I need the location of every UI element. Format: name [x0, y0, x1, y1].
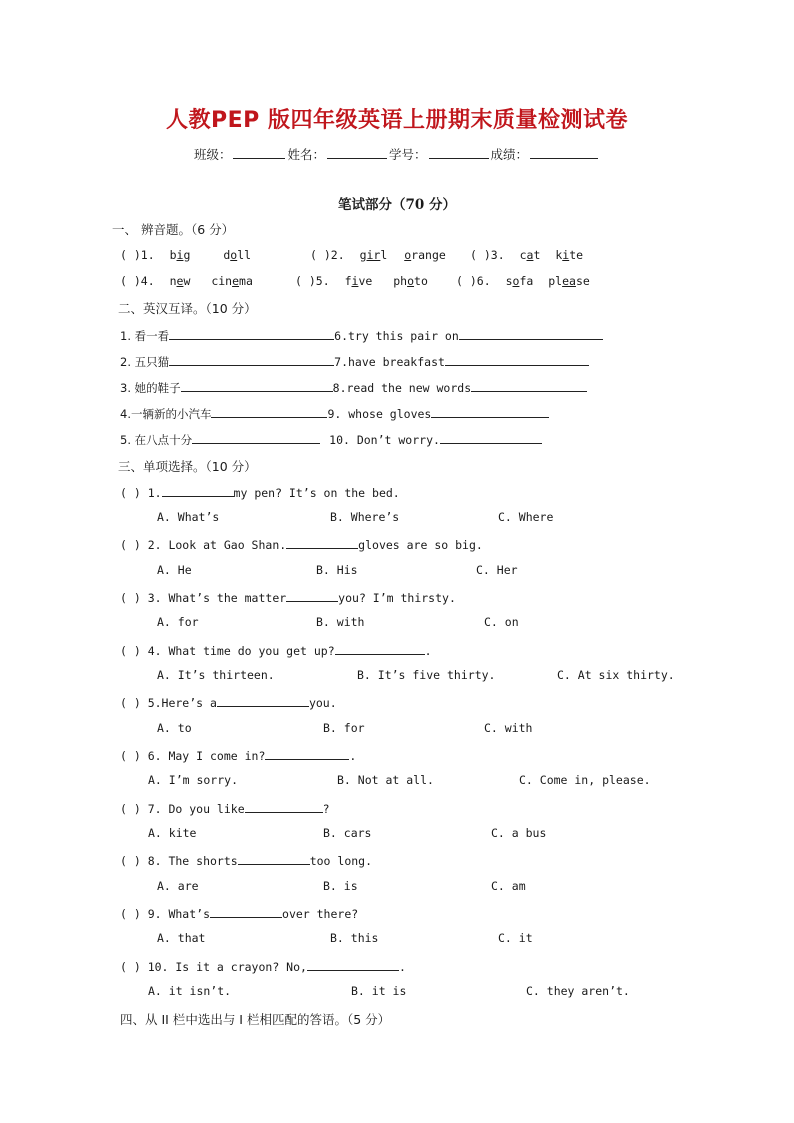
option-a[interactable]: A. for	[157, 615, 199, 629]
item-number: ( )6.	[456, 274, 491, 288]
answer-blank[interactable]	[286, 589, 338, 602]
word-2: kite	[555, 248, 584, 262]
phonics-item	[120, 274, 253, 288]
word-2: doll	[223, 248, 252, 262]
answer-blank[interactable]	[211, 405, 327, 418]
score-label: 成绩：	[490, 147, 529, 162]
option-a[interactable]: A. that	[157, 931, 206, 945]
word-1: big	[169, 248, 191, 262]
question: ( ) 2. Look at Gao Shan. gloves are so big.	[120, 538, 483, 552]
item-number: ( )4.	[120, 274, 155, 288]
question: ( ) 10. Is it a crayon? No, .	[120, 960, 406, 974]
option-c[interactable]: C. Her	[476, 563, 518, 577]
answer-blank[interactable]	[245, 800, 323, 813]
answer-blank[interactable]	[162, 484, 234, 497]
option-c[interactable]: C. At six thirty.	[557, 668, 675, 682]
item-number: ( )2.	[310, 248, 345, 262]
question: ( ) 7. Do you like ?	[120, 802, 330, 816]
translation-row: 5. 在八点十分 10. Don’t worry.	[120, 431, 542, 448]
student-info-line	[0, 145, 794, 163]
phonics-item	[470, 248, 583, 262]
word-2: please	[548, 274, 590, 288]
answer-blank[interactable]	[181, 379, 333, 392]
word-2: cinema	[211, 274, 253, 288]
option-b[interactable]: B. this	[330, 931, 379, 945]
exam-title: 人教PEP 版四年级英语上册期末质量检测试卷	[166, 108, 628, 133]
question: ( ) 1. my pen? It’s on the bed.	[120, 486, 400, 500]
option-a[interactable]: A. kite	[148, 826, 197, 840]
answer-blank[interactable]	[440, 431, 542, 444]
answer-blank[interactable]	[169, 353, 334, 366]
question: ( ) 5.Here’s a you.	[120, 696, 337, 710]
option-a[interactable]: A. are	[157, 879, 199, 893]
translation-row: 4.一辆新的小汽车 9. whose gloves	[120, 405, 549, 422]
word-1: cat	[519, 248, 541, 262]
option-c[interactable]: C. Come in, please.	[519, 773, 651, 787]
option-b[interactable]: B. It’s five thirty.	[357, 668, 496, 682]
option-b[interactable]: B. for	[323, 721, 365, 735]
score-blank[interactable]	[530, 146, 598, 159]
class-label: 班级：	[193, 147, 232, 162]
option-a[interactable]: A. What’s	[157, 510, 220, 524]
section-2-heading: 二、英汉互译。（10 分）	[118, 301, 257, 316]
option-c[interactable]: C. with	[484, 721, 533, 735]
option-c[interactable]: C. a bus	[491, 826, 547, 840]
number-blank[interactable]	[429, 146, 489, 159]
question: ( ) 3. What’s the matter you? I’m thirsty.	[120, 591, 456, 605]
name-blank[interactable]	[327, 146, 387, 159]
option-c[interactable]: C. it	[498, 931, 533, 945]
question: ( ) 6. May I come in? .	[120, 749, 357, 763]
translation-row: 1. 看一看 6.try this pair on	[120, 327, 603, 344]
class-blank[interactable]	[233, 146, 285, 159]
word-1: new	[169, 274, 191, 288]
word-2: orange	[404, 248, 446, 262]
option-c[interactable]: C. Where	[498, 510, 554, 524]
option-b[interactable]: B. Where’s	[330, 510, 400, 524]
option-c[interactable]: C. am	[491, 879, 526, 893]
item-number: ( )1.	[120, 248, 155, 262]
question: ( ) 4. What time do you get up? .	[120, 644, 432, 658]
option-a[interactable]: A. It’s thirteen.	[157, 668, 275, 682]
item-number: ( )5.	[295, 274, 330, 288]
answer-blank[interactable]	[210, 905, 282, 918]
question: ( ) 9. What’s over there?	[120, 907, 359, 921]
section-1-heading: 一、 辨音题。（6 分）	[112, 222, 235, 237]
answer-blank[interactable]	[471, 379, 587, 392]
option-b[interactable]: B. is	[323, 879, 358, 893]
option-a[interactable]: A. I’m sorry.	[148, 773, 239, 787]
number-label: 学号：	[389, 147, 427, 162]
answer-blank[interactable]	[238, 852, 310, 865]
phonics-item	[120, 248, 251, 262]
answer-blank[interactable]	[445, 353, 589, 366]
answer-blank[interactable]	[265, 747, 349, 760]
answer-blank[interactable]	[217, 694, 309, 707]
answer-blank[interactable]	[459, 327, 603, 340]
option-c[interactable]: C. on	[484, 615, 519, 629]
option-b[interactable]: B. Not at all.	[337, 773, 434, 787]
phonics-item	[456, 274, 590, 288]
translation-row: 3. 她的鞋子 8.read the new words	[120, 379, 587, 396]
option-b[interactable]: B. it is	[351, 984, 407, 998]
option-a[interactable]: A. it isn’t.	[148, 984, 232, 998]
section-3-heading: 三、单项选择。（10 分）	[118, 459, 257, 474]
option-c[interactable]: C. they aren’t.	[526, 984, 630, 998]
word-2: photo	[393, 274, 428, 288]
answer-blank[interactable]	[169, 327, 334, 340]
option-a[interactable]: A. to	[157, 721, 192, 735]
answer-blank[interactable]	[286, 536, 358, 549]
phonics-item	[295, 274, 428, 288]
name-label: 姓名：	[287, 147, 325, 162]
question: ( ) 8. The shorts too long.	[120, 854, 373, 868]
translation-row: 2. 五只猫 7.have breakfast	[120, 353, 589, 370]
option-b[interactable]: B. with	[316, 615, 365, 629]
word-1: five	[344, 274, 373, 288]
option-b[interactable]: B. His	[316, 563, 358, 577]
phonics-item	[310, 248, 446, 262]
answer-blank[interactable]	[307, 958, 399, 971]
answer-blank[interactable]	[431, 405, 549, 418]
word-1: girl	[359, 248, 388, 262]
written-part-heading: 笔试部分（70 分）	[338, 197, 456, 213]
option-b[interactable]: B. cars	[323, 826, 372, 840]
section-4-heading: 四、从 II 栏中选出与 I 栏相匹配的答语。（5 分）	[120, 1012, 391, 1027]
answer-blank[interactable]	[335, 642, 425, 655]
answer-blank[interactable]	[192, 431, 320, 444]
item-number: ( )3.	[470, 248, 505, 262]
option-a[interactable]: A. He	[157, 563, 192, 577]
word-1: sofa	[505, 274, 534, 288]
